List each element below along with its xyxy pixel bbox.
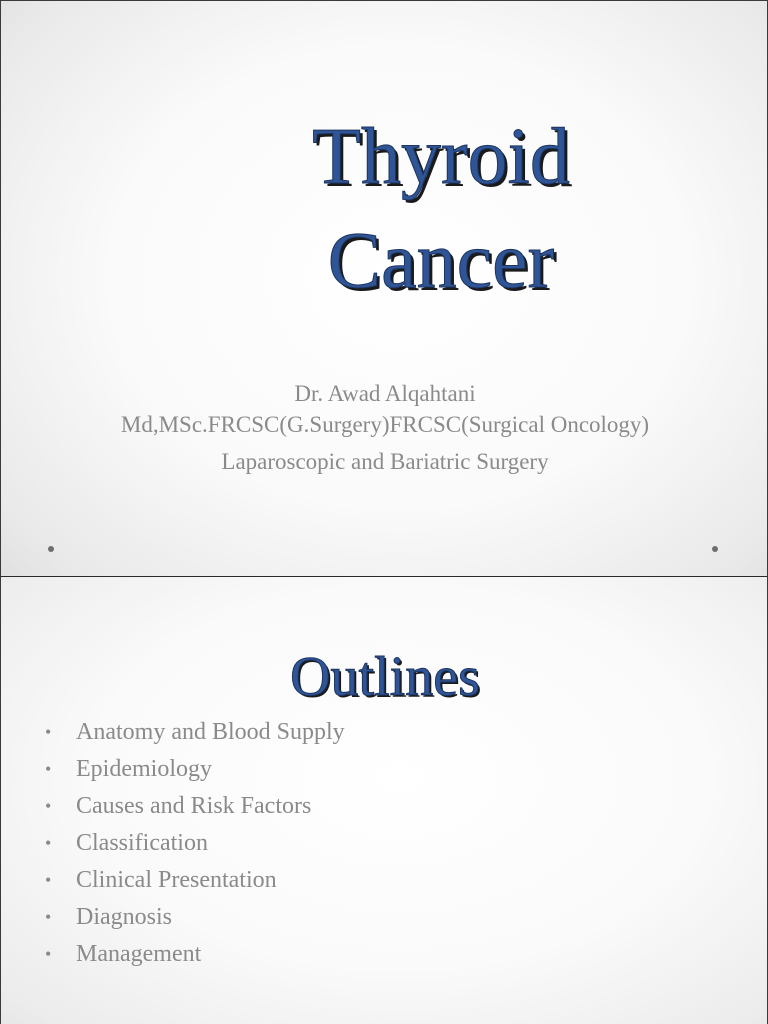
list-item: [41, 936, 345, 973]
bullet-icon: •: [45, 796, 52, 816]
list-item: [41, 825, 345, 862]
slide-title: [161, 105, 721, 313]
outline-title: Outlines: [290, 646, 480, 708]
list-item-label: Epidemiology: [76, 756, 212, 782]
list-item: [41, 788, 345, 825]
title-line-2: Cancer: [327, 217, 555, 305]
author-specialty: Laparoscopic and Bariatric Surgery: [221, 449, 549, 474]
list-item: [41, 751, 345, 788]
list-item-label: Clinical Presentation: [76, 867, 277, 893]
list-item-label: Diagnosis: [76, 904, 172, 930]
list-item: [41, 862, 345, 899]
bullet-icon: •: [45, 833, 52, 853]
bullet-icon: •: [45, 944, 52, 964]
title-line-1: Thyroid: [312, 113, 570, 201]
list-item-label: Causes and Risk Factors: [76, 793, 312, 819]
bullet-icon: •: [45, 907, 52, 927]
outline-list: [41, 714, 345, 973]
decorative-dot-right: [712, 546, 718, 552]
decorative-dot-left: [48, 546, 54, 552]
author-credentials: Md,MSc.FRCSC(G.Surgery)FRCSC(Surgical Oncology): [120, 412, 650, 437]
bullet-icon: •: [45, 870, 52, 890]
outline-slide: [0, 577, 768, 1024]
list-item-label: Anatomy and Blood Supply: [76, 719, 345, 745]
list-item: [41, 714, 345, 751]
author-name: Dr. Awad Alqahtani: [294, 381, 476, 406]
list-item: [41, 899, 345, 936]
list-item-label: Classification: [76, 830, 208, 856]
bullet-icon: •: [45, 759, 52, 779]
bullet-icon: •: [45, 722, 52, 742]
list-item-label: Management: [76, 941, 202, 967]
